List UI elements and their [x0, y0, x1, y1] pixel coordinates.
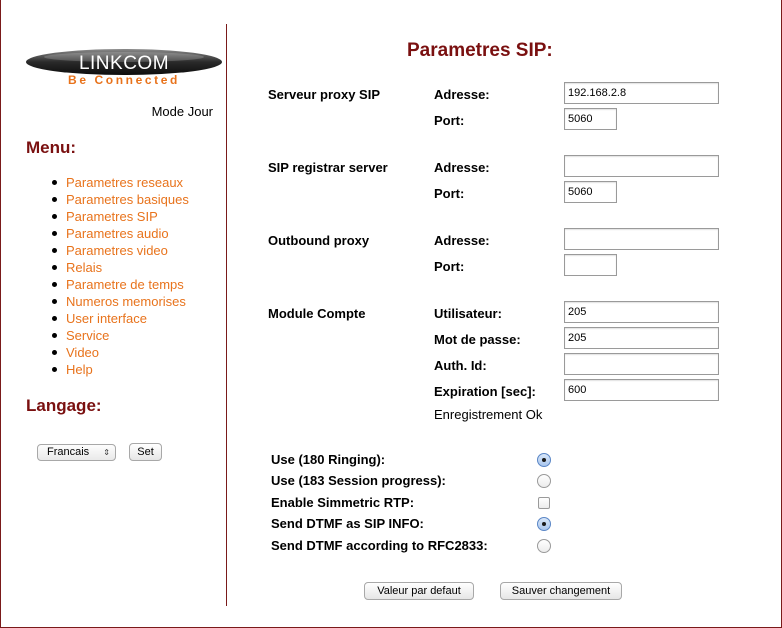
account-user-label: Utilisateur: — [434, 306, 502, 321]
menu-item — [50, 174, 189, 191]
language-title: Langage: — [26, 396, 102, 415]
save-changes-button[interactable]: Sauver changement — [500, 582, 622, 600]
menu-item — [50, 191, 189, 208]
option-183-session-radio[interactable] — [537, 474, 551, 488]
outbound-address-input[interactable] — [564, 228, 719, 250]
menu-item — [50, 361, 189, 378]
option-183-session-label: Use (183 Session progress): — [271, 473, 446, 488]
proxy-address-label: Adresse: — [434, 87, 490, 102]
set-language-button[interactable]: Set — [129, 443, 162, 461]
account-authid-label: Auth. Id: — [434, 358, 487, 373]
registrar-port-input[interactable]: 5060 — [564, 181, 617, 203]
mode-label: Mode Jour — [151, 104, 213, 119]
account-user-input[interactable]: 205 — [564, 301, 719, 323]
registrar-address-input[interactable] — [564, 155, 719, 177]
option-180-ringing-radio[interactable] — [537, 453, 551, 467]
default-values-button[interactable]: Valeur par defaut — [364, 582, 474, 600]
menu-item — [50, 208, 189, 225]
menu-link-parametres-reseaux[interactable]: Parametres reseaux — [66, 175, 184, 190]
menu-list — [50, 174, 189, 378]
option-180-ringing-label: Use (180 Ringing): — [271, 452, 386, 467]
menu-link-service[interactable]: Service — [66, 328, 110, 343]
svg-text:LINKCOM: LINKCOM — [78, 53, 170, 74]
proxy-section-title: Serveur proxy SIP — [268, 87, 380, 102]
select-arrows-icon: ⇕ — [103, 448, 110, 457]
menu-link-numeros-memorises[interactable]: Numeros memorises — [66, 294, 186, 309]
option-dtmf-rfc2833-radio[interactable] — [537, 539, 551, 553]
account-password-input[interactable]: 205 — [564, 327, 719, 349]
account-expiration-input[interactable]: 600 — [564, 379, 719, 401]
menu-item — [50, 344, 189, 361]
menu-item — [50, 225, 189, 242]
account-expiration-label: Expiration [sec]: — [434, 384, 536, 399]
outbound-port-label: Port: — [434, 259, 465, 274]
page-title: Parametres SIP: — [407, 40, 553, 61]
option-symmetric-rtp-label: Enable Simmetric RTP: — [271, 495, 415, 510]
proxy-port-input[interactable]: 5060 — [564, 108, 617, 130]
account-section-title: Module Compte — [268, 306, 366, 321]
language-select[interactable] — [37, 444, 116, 461]
menu-item — [50, 293, 189, 310]
option-dtmf-rfc2833-label: Send DTMF according to RFC2833: — [271, 538, 488, 553]
registrar-section-title: SIP registrar server — [268, 160, 388, 175]
option-symmetric-rtp-checkbox[interactable] — [538, 497, 550, 509]
account-authid-input[interactable] — [564, 353, 719, 375]
option-dtmf-sip-info-label: Send DTMF as SIP INFO: — [271, 516, 424, 531]
linkcom-logo — [25, 44, 223, 90]
menu-item — [50, 259, 189, 276]
registration-status: Enregistrement Ok — [434, 407, 543, 422]
registrar-address-label: Adresse: — [434, 160, 490, 175]
menu-link-user-interface[interactable]: User interface — [66, 311, 147, 326]
column-divider — [226, 24, 227, 606]
registrar-port-label: Port: — [434, 186, 465, 201]
menu-link-parametres-video[interactable]: Parametres video — [66, 243, 168, 258]
option-dtmf-sip-info-radio[interactable] — [537, 517, 551, 531]
menu-item — [50, 310, 189, 327]
menu-link-parametre-de-temps[interactable]: Parametre de temps — [66, 277, 184, 292]
menu-link-relais[interactable]: Relais — [66, 260, 103, 275]
menu-link-help[interactable]: Help — [66, 362, 93, 377]
outbound-address-label: Adresse: — [434, 233, 490, 248]
menu-item — [50, 327, 189, 344]
menu-link-parametres-sip[interactable]: Parametres SIP — [66, 209, 158, 224]
menu-item — [50, 242, 189, 259]
account-password-label: Mot de passe: — [434, 332, 521, 347]
svg-text:Be Connected: Be Connected — [68, 73, 180, 87]
menu-link-parametres-audio[interactable]: Parametres audio — [66, 226, 169, 241]
outbound-port-input[interactable] — [564, 254, 617, 276]
menu-title: Menu: — [26, 138, 77, 157]
outbound-section-title: Outbound proxy — [268, 233, 370, 248]
language-select-value: Francais — [47, 446, 90, 458]
proxy-port-label: Port: — [434, 113, 465, 128]
proxy-address-input[interactable]: 192.168.2.8 — [564, 82, 719, 104]
menu-link-video[interactable]: Video — [66, 345, 100, 360]
menu-link-parametres-basiques[interactable]: Parametres basiques — [66, 192, 189, 207]
menu-item — [50, 276, 189, 293]
